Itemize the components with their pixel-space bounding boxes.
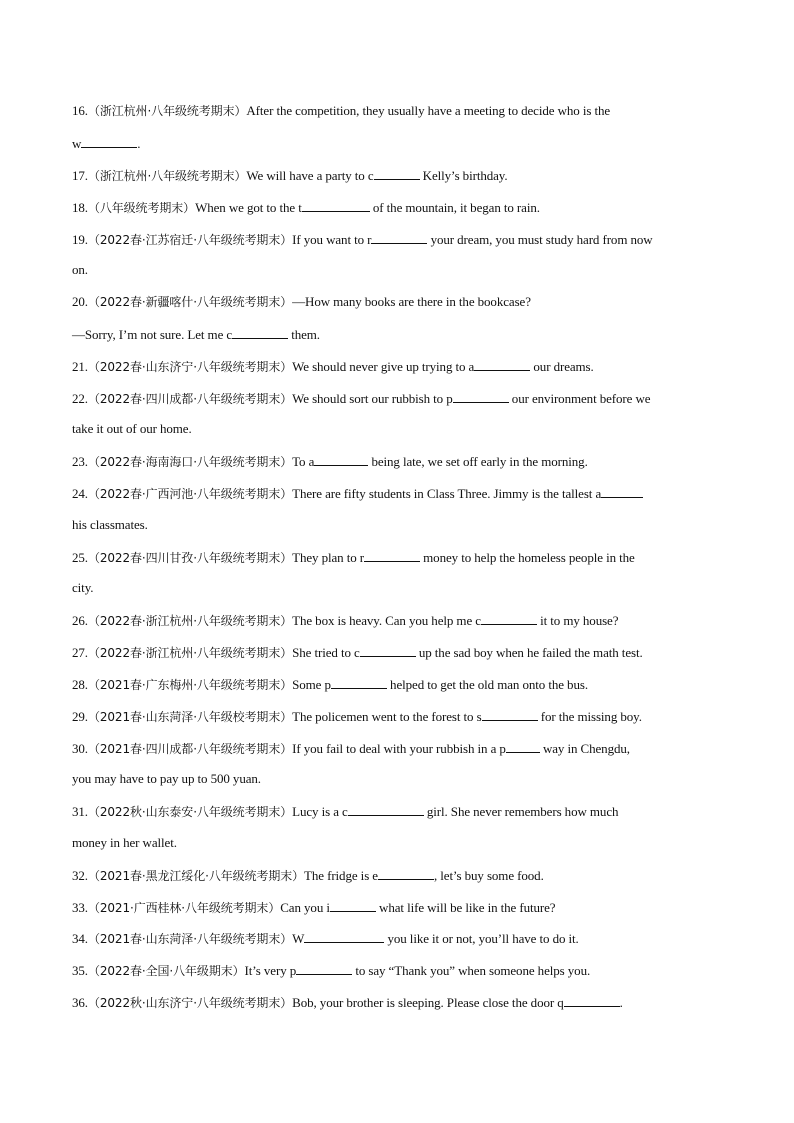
question-20 [72, 294, 531, 310]
question-number: 27. [72, 645, 88, 660]
question-17 [72, 167, 508, 184]
question-30-cont [72, 771, 261, 787]
question-text: your dream, you must study hard from now [430, 232, 653, 247]
question-32 [72, 867, 544, 884]
question-text: money in her wallet. [72, 835, 177, 850]
answer-blank[interactable] [474, 358, 530, 371]
answer-blank[interactable] [453, 390, 509, 403]
question-text: Kelly’s birthday. [422, 168, 508, 183]
question-number: 35. [72, 963, 88, 978]
answer-blank[interactable] [481, 612, 537, 625]
question-source: （2021春·山东菏泽·八年级统考期末） [87, 932, 293, 946]
question-text: Bob, your brother is sleeping. Please close the door q [292, 995, 564, 1010]
question-text: They plan to r [292, 550, 365, 565]
question-31 [72, 803, 618, 820]
question-number: 29. [72, 709, 88, 724]
question-text: you like it or not, you’ll have to do it. [387, 931, 579, 946]
question-number: 36. [72, 995, 88, 1010]
question-text: If you want to r [292, 232, 372, 247]
question-text: The box is heavy. Can you help me c [292, 613, 481, 628]
question-text: our environment before we [511, 391, 651, 406]
question-text: them. [291, 327, 320, 342]
question-text: on. [72, 262, 88, 277]
question-number: 32. [72, 868, 88, 883]
question-source: （浙江杭州·八年级统考期末） [87, 169, 247, 183]
question-text: We should sort our rubbish to p [292, 391, 453, 406]
question-text: . [137, 136, 141, 151]
answer-blank[interactable] [314, 453, 368, 466]
question-source: （浙江杭州·八年级统考期末） [87, 104, 247, 118]
question-text: If you fail to deal with your rubbish in a p [292, 741, 506, 756]
question-number: 23. [72, 454, 88, 469]
question-source: （2022春·山东济宁·八年级统考期末） [87, 360, 293, 374]
question-text: The fridge is e [304, 868, 378, 883]
question-text: up the sad boy when he failed the math test. [418, 645, 643, 660]
question-number: 28. [72, 677, 88, 692]
question-text: After the competition, they usually have a meeting to decide who is the [246, 103, 611, 118]
question-number: 26. [72, 613, 88, 628]
question-24 [72, 485, 643, 502]
question-text: what life will be like in the future? [379, 900, 556, 915]
answer-blank[interactable] [378, 867, 434, 880]
answer-blank[interactable] [302, 199, 370, 212]
question-number: 16. [72, 103, 88, 118]
question-text: Lucy is a c [292, 804, 348, 819]
question-text: his classmates. [72, 517, 148, 532]
answer-blank[interactable] [364, 549, 420, 562]
question-source: （2021·广西桂林·八年级统考期末） [87, 901, 281, 915]
answer-blank[interactable] [348, 803, 424, 816]
question-27 [72, 644, 643, 661]
question-number: 30. [72, 741, 88, 756]
question-source: （2022秋·山东泰安·八年级统考期末） [87, 805, 293, 819]
question-number: 33. [72, 900, 88, 915]
question-23 [72, 453, 588, 470]
question-text: Can you i [280, 900, 330, 915]
question-21 [72, 358, 594, 375]
question-text: . [619, 995, 623, 1010]
question-text: our dreams. [533, 359, 594, 374]
question-text: There are fifty students in Class Three. Jimmy is the tallest a [292, 486, 602, 501]
answer-blank[interactable] [601, 485, 643, 498]
question-31-cont [72, 835, 177, 851]
question-36 [72, 994, 623, 1011]
question-source: （2021春·四川成都·八年级统考期末） [87, 742, 293, 756]
answer-blank[interactable] [296, 962, 352, 975]
question-text: to say “Thank you” when someone helps you. [355, 963, 591, 978]
question-text: It’s very p [244, 963, 297, 978]
question-18 [72, 199, 540, 216]
question-source: （2021春·广东梅州·八年级统考期末） [87, 678, 293, 692]
answer-blank[interactable] [482, 708, 538, 721]
answer-blank[interactable] [506, 740, 540, 753]
answer-blank[interactable] [374, 167, 420, 180]
question-source: （2021春·山东菏泽·八年级校考期末） [87, 710, 293, 724]
question-text: —How many books are there in the bookcase? [292, 294, 531, 309]
question-19 [72, 231, 653, 248]
question-number: 21. [72, 359, 88, 374]
question-19-cont [72, 262, 88, 278]
question-29 [72, 708, 642, 725]
question-text: for the missing boy. [540, 709, 642, 724]
answer-blank[interactable] [232, 326, 288, 339]
question-text: W [292, 931, 305, 946]
question-text: city. [72, 580, 94, 595]
question-34 [72, 930, 579, 947]
answer-blank[interactable] [304, 930, 384, 943]
question-text: She tried to c [292, 645, 360, 660]
question-source: （2022春·浙江杭州·八年级统考期末） [87, 646, 293, 660]
question-text: w [72, 136, 82, 151]
question-text: money to help the homeless people in the [423, 550, 635, 565]
question-text: helped to get the old man onto the bus. [390, 677, 588, 692]
question-16 [72, 103, 610, 119]
question-35 [72, 962, 590, 979]
question-25 [72, 549, 635, 566]
question-text: girl. She never remembers how much [426, 804, 619, 819]
question-source: （2022春·四川成都·八年级统考期末） [87, 392, 293, 406]
question-number: 34. [72, 931, 88, 946]
question-source: （2022春·广西河池·八年级统考期末） [87, 487, 293, 501]
question-33 [72, 899, 555, 916]
question-text: way in Chengdu, [542, 741, 630, 756]
question-number: 25. [72, 550, 88, 565]
question-text: We should never give up trying to a [292, 359, 475, 374]
question-26 [72, 612, 618, 629]
question-number: 20. [72, 294, 88, 309]
question-22-cont [72, 421, 192, 437]
question-text: Some p [292, 677, 331, 692]
question-text: being late, we set off early in the morning. [371, 454, 588, 469]
question-text: The policemen went to the forest to s [292, 709, 482, 724]
question-22 [72, 390, 650, 407]
answer-blank[interactable] [330, 899, 376, 912]
question-text: To a [292, 454, 315, 469]
answer-blank[interactable] [331, 676, 387, 689]
question-number: 31. [72, 804, 88, 819]
question-number: 17. [72, 168, 88, 183]
question-source: （2022春·四川甘孜·八年级统考期末） [87, 551, 293, 565]
question-source: （2022春·海南海口·八年级统考期末） [87, 455, 293, 469]
question-25-cont [72, 580, 93, 596]
question-source: （2022春·全国·八年级期末） [87, 964, 245, 978]
question-source: （2021春·黑龙江绥化·八年级统考期末） [87, 869, 305, 883]
answer-blank[interactable] [371, 231, 427, 244]
question-text: We will have a party to c [246, 168, 374, 183]
answer-blank[interactable] [81, 135, 137, 148]
question-20-cont [72, 326, 320, 343]
question-30 [72, 740, 630, 757]
question-source: （2022春·浙江杭州·八年级统考期末） [87, 614, 293, 628]
question-number: 19. [72, 232, 88, 247]
question-text: take it out of our home. [72, 421, 192, 436]
question-text: you may have to pay up to 500 yuan. [72, 771, 261, 786]
question-text: of the mountain, it began to rain. [372, 200, 540, 215]
question-source: （八年级统考期末） [87, 201, 196, 215]
question-text: —Sorry, I’m not sure. Let me c [72, 327, 233, 342]
question-text: , let’s buy some food. [433, 868, 544, 883]
answer-blank[interactable] [360, 644, 416, 657]
question-text: it to my house? [540, 613, 619, 628]
question-source: （2022春·新疆喀什·八年级统考期末） [87, 295, 293, 309]
question-text: When we got to the t [195, 200, 302, 215]
question-source: （2022秋·山东济宁·八年级统考期末） [87, 996, 293, 1010]
question-number: 18. [72, 200, 88, 215]
question-number: 24. [72, 486, 88, 501]
question-16-cont [72, 135, 140, 152]
answer-blank[interactable] [564, 994, 620, 1007]
question-24-cont [72, 517, 148, 533]
question-source: （2022春·江苏宿迁·八年级统考期末） [87, 233, 293, 247]
question-28 [72, 676, 588, 693]
question-number: 22. [72, 391, 88, 406]
